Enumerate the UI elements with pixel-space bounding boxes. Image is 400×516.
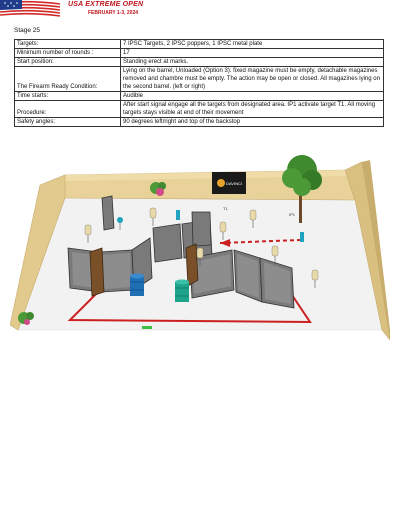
door-panel [186, 244, 198, 286]
row-value: Audible [121, 92, 384, 101]
target-tag-ip1: IP1 [289, 212, 296, 217]
row-value: 17 [121, 49, 384, 58]
sponsor-sign [212, 172, 246, 194]
barrel-icon [175, 280, 189, 303]
row-value: After start signal engage all the targets from designated area. IP1 activate target T1. All moving targets stays visible at end of their movement [121, 101, 384, 118]
table-row [15, 40, 384, 49]
table-row [15, 92, 384, 101]
table-row [15, 67, 384, 92]
table-row [15, 118, 384, 127]
door-panel [90, 248, 104, 296]
table-row [15, 58, 384, 67]
barrel-icon [130, 274, 144, 297]
row-label: Minimum number of rounds : [15, 49, 121, 58]
row-label: The Firearm Ready Condition: [15, 67, 121, 92]
sponsor-label: DAVINCI [226, 181, 242, 186]
table-row [15, 101, 384, 118]
row-label: Safety angles: [15, 118, 121, 127]
event-logo-dates: FEBRUARY 1-3, 2024 [88, 10, 139, 16]
row-value: 7 IPSC Targets, 2 IPSC poppers, 1 IPSC metal plate [121, 40, 384, 49]
row-value: 90 degrees left/right and top of the backstop [121, 118, 384, 127]
stage-info-table [14, 39, 384, 127]
row-value: Standing erect at marks. [121, 58, 384, 67]
table-row [15, 49, 384, 58]
row-label: Procedure: [15, 101, 121, 118]
row-label: Targets: [15, 40, 121, 49]
page-header [0, 0, 400, 22]
us-flag-logo-icon [0, 0, 66, 18]
target-tag-t1: T1 [223, 206, 228, 211]
stage-layout-diagram [10, 140, 390, 355]
popper-icon [176, 210, 180, 220]
stage-title: Stage 25 [14, 27, 41, 34]
popper-icon [300, 232, 304, 242]
event-logo-title: USA EXTREME OPEN [68, 1, 144, 8]
row-label: Time starts: [15, 92, 121, 101]
start-mark [142, 326, 152, 329]
row-label: Start position: [15, 58, 121, 67]
row-value: Lying on the barrel, Unloaded (Option 3): fixed magazine must be empty, detachable magazines removed and chambre must be empty. The action may be open or closed. All magazines lying on the second barrel. (left or right) [121, 67, 384, 92]
